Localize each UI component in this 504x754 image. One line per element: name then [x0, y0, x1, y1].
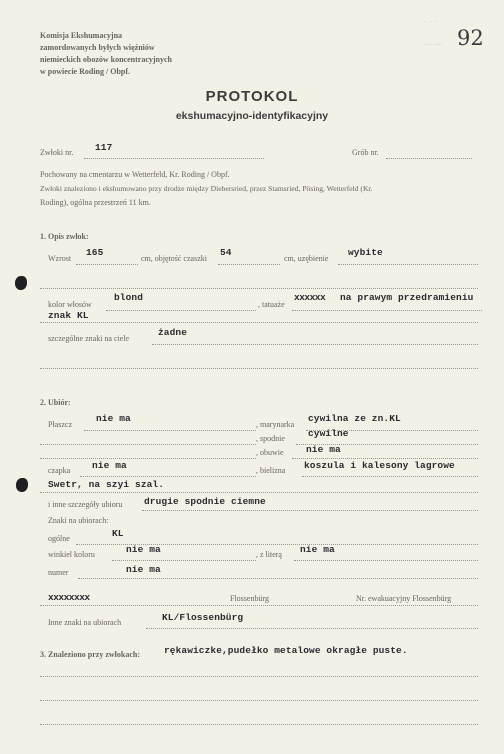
- found-line-2: Roding), ogólna przestrzeń 11 km.: [40, 198, 151, 207]
- obuwie-value: nie ma: [306, 444, 341, 455]
- grob-label: Grób nr.: [352, 148, 379, 157]
- czapka-label: czapka: [48, 466, 71, 475]
- winkiel-label: winkiel koloru: [48, 550, 95, 559]
- section1-heading: 1. Opis zwłok:: [40, 232, 89, 241]
- org-line-2: zamordowanych byłych więźniów: [40, 43, 155, 52]
- inne-label: i inne szczegóły ubioru: [48, 500, 123, 509]
- spodnie-label: , spodnie: [256, 434, 285, 443]
- wzrost-value: 165: [86, 247, 104, 258]
- page-number: 92: [457, 26, 484, 50]
- sweter-value: Swetr, na szyi szal.: [48, 479, 165, 490]
- numer-label: numer: [48, 568, 69, 577]
- marynarka-value: cywilna ze zn.KL: [308, 413, 401, 424]
- found-line-1: Zwłoki znaleziono i ekshumowano przy drodze między Diebersried, przez Stamsried, Pösing, Wetterfeld (Kr.: [40, 184, 373, 193]
- buried-text: Pochowany na cmentarzu w Wetterfeld, Kr. Roding / Obpf.: [40, 170, 230, 179]
- ogolne-value: KL: [112, 528, 124, 539]
- inne-znaki-label: Inne znaki na ubiorach: [48, 618, 122, 627]
- binder-hole-bottom: [16, 478, 28, 492]
- czapka-value: nie ma: [92, 460, 127, 471]
- tatuaze-struck: xxxxxx: [294, 292, 326, 303]
- pencil-marks-2: — —: [424, 40, 442, 48]
- szczegolne-label: szczególne znaki na ciele: [48, 334, 130, 343]
- document-title: PROTOKOL: [205, 88, 299, 105]
- spodnie-value: cywilne: [308, 428, 349, 439]
- znaki-label: Znaki na ubiorach:: [48, 516, 109, 525]
- document-subtitle: ekshumacyjno-identyfikacyjny: [175, 110, 329, 122]
- numer-value: nie ma: [126, 564, 161, 575]
- tatuaze-value-2: znak KL: [48, 310, 89, 321]
- org-line-1: Komisja Ekshumacyjna: [40, 31, 123, 40]
- plaszcz-value: nie ma: [96, 413, 131, 424]
- tatuaze-value: na prawym przedramieniu: [340, 292, 474, 303]
- wzrost-label: Wzrost: [48, 254, 72, 263]
- litera-label: , z literą: [256, 550, 282, 559]
- cm-objetosc-label: cm, objętość czaszki: [141, 254, 207, 263]
- szczegolne-value: żadne: [158, 327, 188, 338]
- flossenburg-label: Flossenbürg: [230, 594, 269, 603]
- marynarka-label: , marynarka: [256, 420, 295, 429]
- obuwie-label: , obuwie: [256, 448, 284, 457]
- section3-heading: 3. Znaleziono przy zwłokach:: [40, 650, 140, 659]
- uzebienie-value: wybite: [348, 247, 383, 258]
- kolor-label: kolor włosów: [48, 300, 92, 309]
- zwloki-label: Zwłoki nr.: [40, 148, 74, 157]
- org-line-3: niemieckich obozów koncentracyjnych: [40, 55, 172, 64]
- bielizna-value: koszula i kalesony lagrowe: [304, 460, 455, 471]
- czaszka-value: 54: [220, 247, 232, 258]
- pencil-marks: · · ·: [424, 18, 438, 26]
- inne-value: drugie spodnie ciemne: [144, 496, 266, 507]
- ewakuacyjny-label: Nr. ewakuacyjny Flossenbürg: [356, 594, 452, 603]
- bielizna-label: , bielizna: [256, 466, 286, 475]
- inne-znaki-value: KL/Flossenbürg: [162, 612, 244, 623]
- ogolne-label: ogólne: [48, 534, 70, 543]
- org-line-4: w powiecie Roding / Obpf.: [40, 67, 131, 76]
- kolor-value: blond: [114, 292, 144, 303]
- section3-value: rękawiczke,pudełko metalowe okragłe puste.: [164, 645, 408, 656]
- section2-heading: 2. Ubiór:: [40, 398, 71, 407]
- zwloki-value: 117: [95, 142, 113, 153]
- plaszcz-label: Płaszcz: [48, 420, 72, 429]
- binder-hole-top: [15, 276, 27, 290]
- winkiel-value: nie ma: [126, 544, 161, 555]
- struck-value: xxxxxxxx: [48, 592, 90, 603]
- tatuaze-label: , tatuaże: [258, 300, 285, 309]
- litera-value: nie ma: [300, 544, 335, 555]
- cm-uzebienie-label: cm, uzębienie: [284, 254, 329, 263]
